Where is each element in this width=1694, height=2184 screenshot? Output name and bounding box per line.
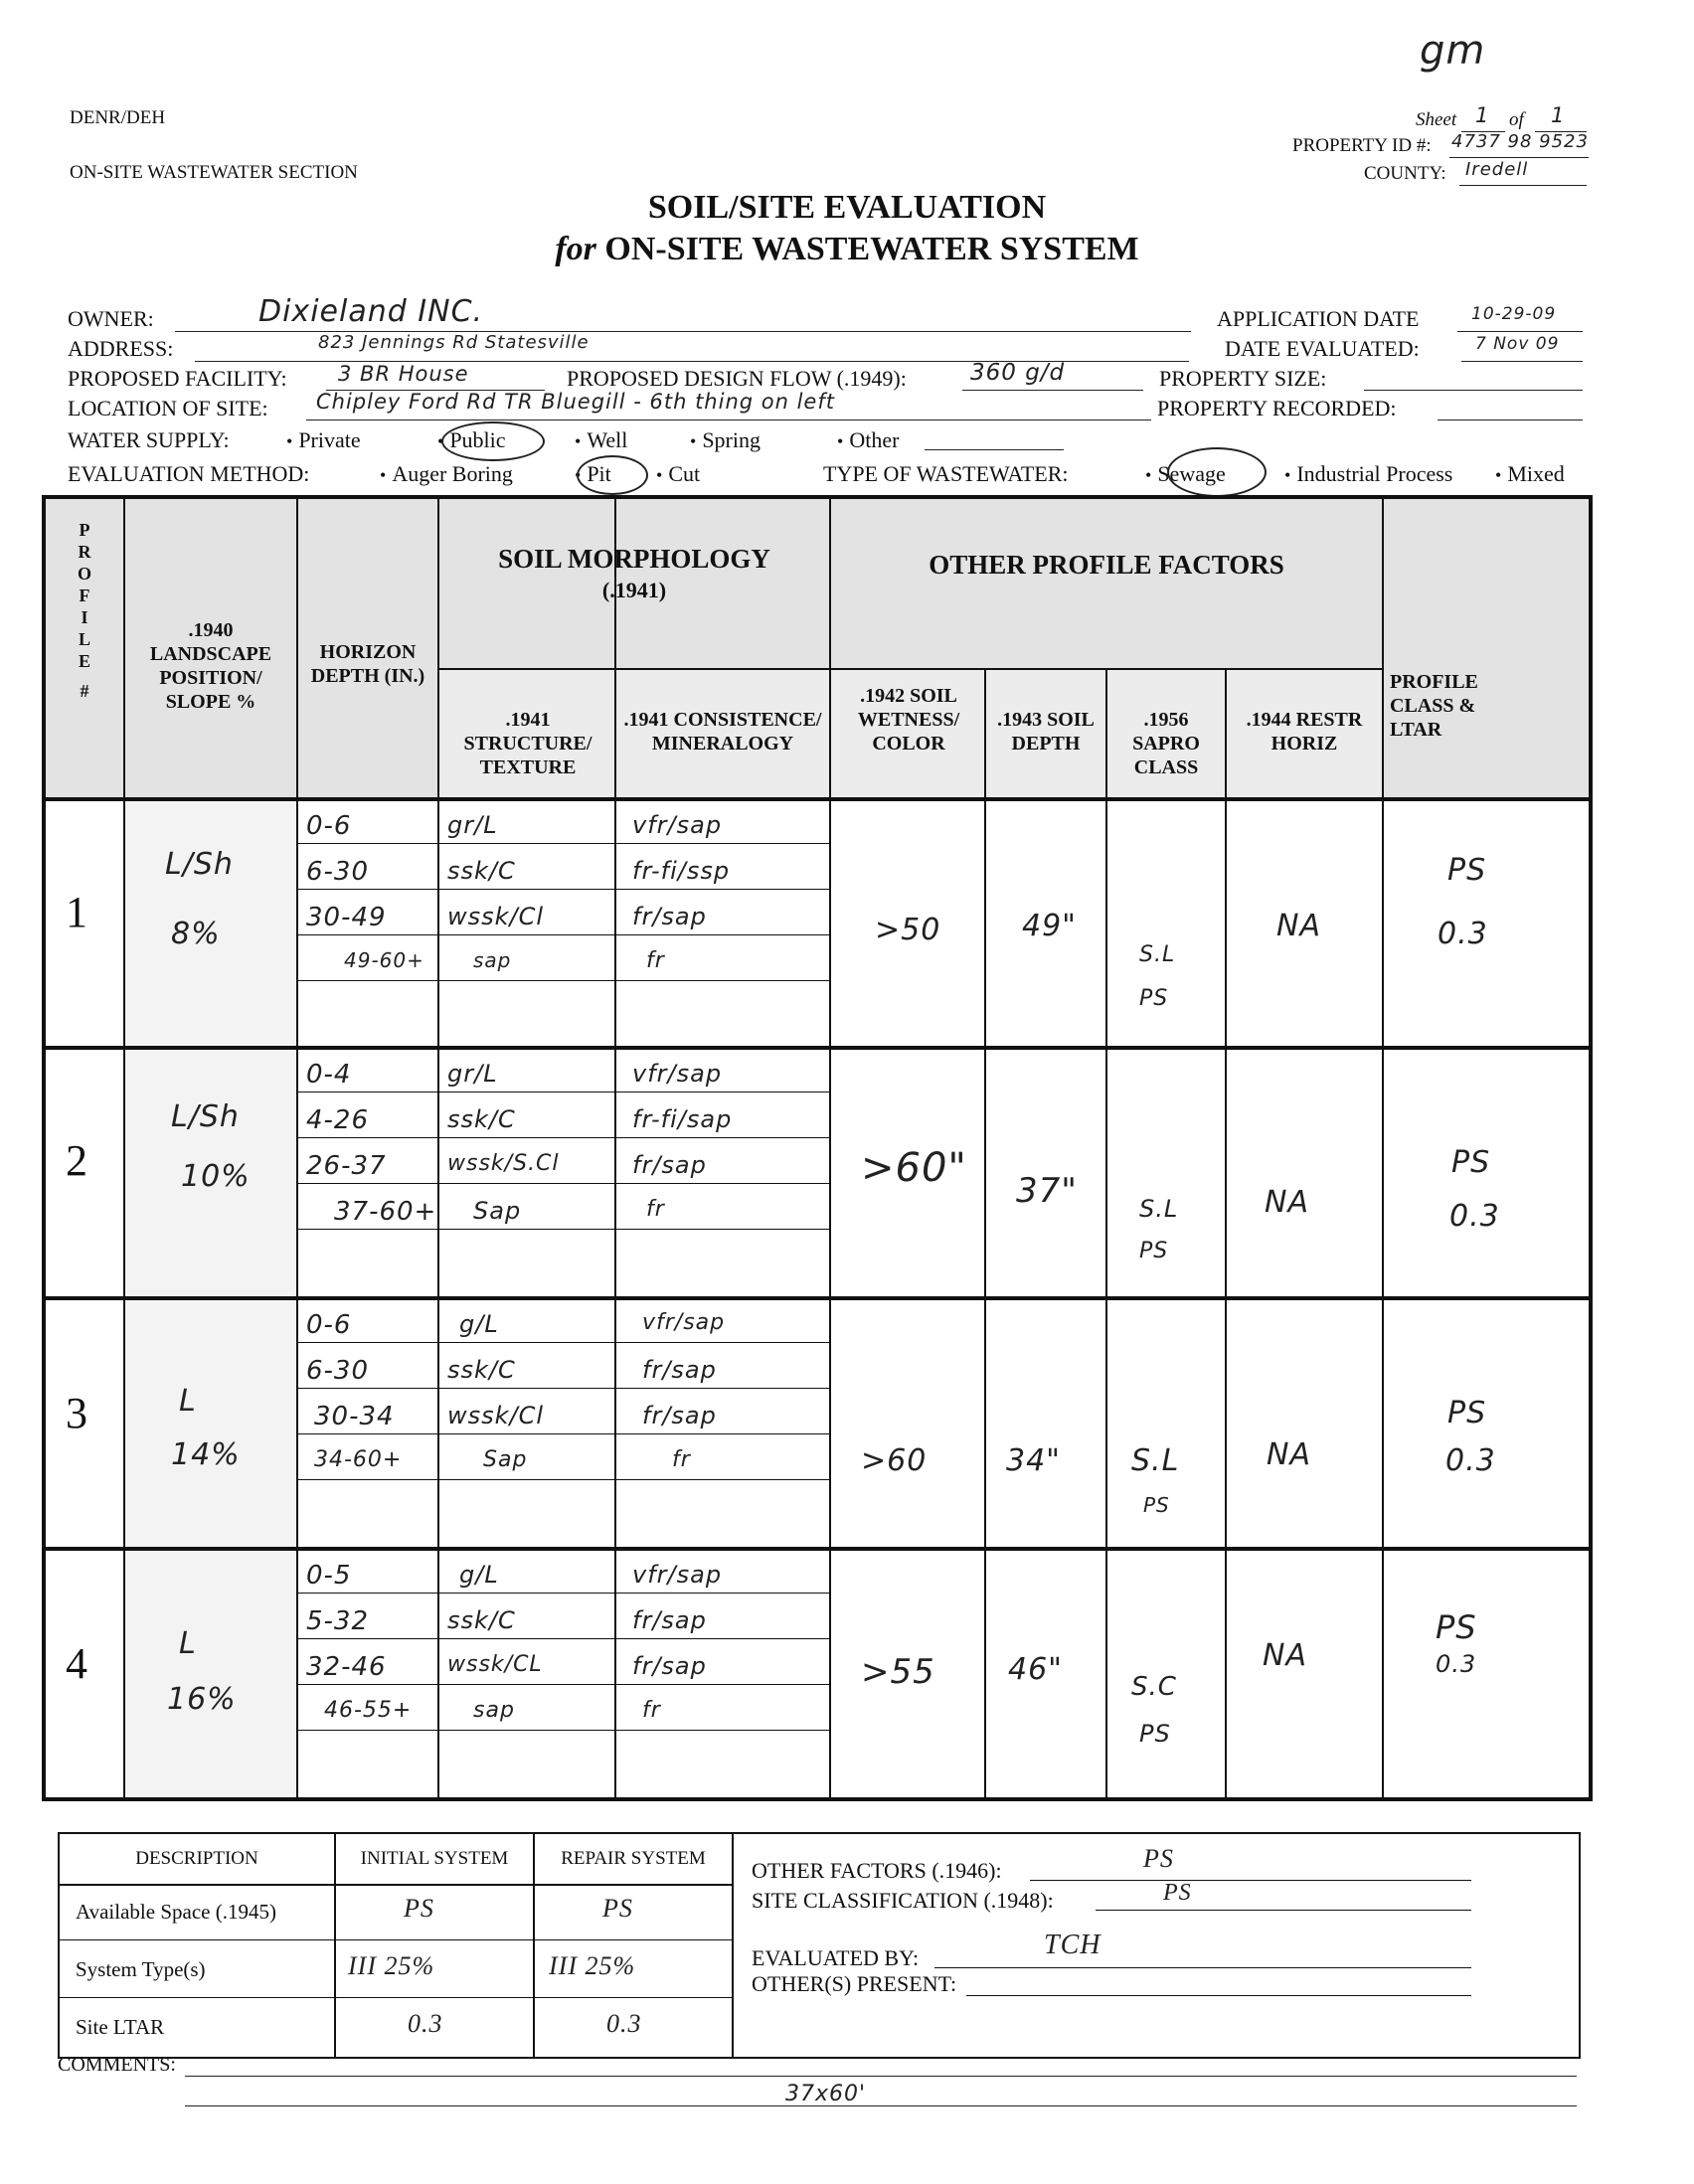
ltar-value: 0.3	[1445, 1443, 1496, 1478]
eval-auger-option[interactable]: • Auger Boring	[380, 461, 513, 486]
structure-texture: ssk/C	[447, 1606, 516, 1634]
landscape-header: .1940 LANDSCAPE POSITION/ SLOPE %	[149, 619, 272, 713]
site-ltar-repair: 0.3	[606, 2009, 642, 2038]
available-space-repair: PS	[602, 1894, 633, 1923]
sewage-circle	[1167, 447, 1267, 497]
location-value: Chipley Ford Rd TR Bluegill - 6th thing on left	[316, 390, 835, 414]
sapro-class: PS	[1143, 1493, 1170, 1517]
owner-value: Dixieland INC.	[258, 294, 484, 329]
available-space-label: Available Space (.1945)	[76, 1900, 276, 1924]
horizon-depth: 30-49	[306, 903, 387, 932]
structure-texture: ssk/C	[447, 1105, 516, 1133]
structure-texture: wssk/S.Cl	[447, 1151, 560, 1176]
soil-depth-header: .1943 SOIL DEPTH	[997, 709, 1095, 755]
wastewater-label: TYPE OF WASTEWATER:	[823, 461, 1069, 486]
horizon-depth: 0-6	[306, 811, 352, 841]
profile-class-header: PROFILE CLASS & LTAR	[1390, 671, 1478, 741]
date-evaluated-label: DATE EVALUATED:	[1225, 336, 1420, 361]
system-type-label: System Type(s)	[76, 1957, 206, 1981]
county-value: Iredell	[1465, 159, 1529, 180]
site-ltar-label: Site LTAR	[76, 2015, 165, 2039]
sapro-header: .1956 SAPRO CLASS	[1132, 709, 1200, 778]
profile-number: 1	[66, 888, 87, 936]
soil-wetness: >50	[875, 913, 941, 947]
profile-number: 3	[66, 1389, 87, 1437]
structure-texture: wssk/Cl	[447, 1402, 545, 1429]
system-type-repair: III 25%	[549, 1951, 636, 1980]
horizon-depth: 26-37	[306, 1151, 387, 1181]
water-private-option[interactable]: • Private	[286, 427, 361, 452]
structure-texture: wssk/Cl	[447, 903, 545, 930]
consistence-mineralogy: vfr/sap	[642, 1310, 726, 1335]
other-factors-value: PS	[1143, 1844, 1174, 1873]
wastewater-mixed-option[interactable]: • Mixed	[1495, 461, 1565, 486]
site-ltar-initial: 0.3	[408, 2009, 443, 2038]
property-id: 4737 98 9523	[1451, 131, 1589, 152]
ltar-value: 0.3	[1436, 1650, 1477, 1678]
consistence-header: .1941 CONSISTENCE/ MINERALOGY	[623, 709, 822, 755]
county-label: COUNTY:	[1364, 163, 1446, 184]
soil-wetness: >55	[861, 1652, 935, 1692]
initials-mark: gm	[1420, 28, 1486, 74]
structure-texture: g/L	[459, 1310, 499, 1338]
landscape-position: L/Sh	[165, 847, 234, 882]
sapro-class: PS	[1139, 1720, 1171, 1748]
eval-pit-option[interactable]: • Pit	[575, 461, 611, 486]
horizon-depth: 46-55+	[324, 1698, 413, 1723]
profile-header: P R O F I L E #	[77, 520, 91, 701]
sheet-label: Sheet	[1416, 109, 1457, 130]
available-space-initial: PS	[404, 1894, 434, 1923]
description-header: DESCRIPTION	[135, 1848, 258, 1869]
consistence-mineralogy: fr	[646, 948, 665, 973]
profile-class: PS	[1447, 1396, 1487, 1430]
form-subtitle: for ON-SITE WASTEWATER SYSTEM	[555, 231, 1139, 267]
horizon-depth: 6-30	[306, 1356, 370, 1386]
structure-texture: ssk/C	[447, 1356, 516, 1384]
soil-wetness: >60"	[861, 1145, 967, 1191]
slope-percent: 14%	[171, 1437, 241, 1472]
property-id-label: PROPERTY ID #:	[1292, 135, 1432, 156]
system-type-initial: III 25%	[348, 1951, 435, 1980]
location-label: LOCATION OF SITE:	[68, 396, 268, 420]
eval-method-label: EVALUATION METHOD:	[68, 461, 310, 486]
slope-percent: 8%	[171, 917, 221, 951]
slope-percent: 16%	[167, 1682, 237, 1717]
horizon-depth: 0-6	[306, 1310, 352, 1340]
horizon-depth: 4-26	[306, 1105, 370, 1135]
sapro-class: S.C	[1131, 1672, 1177, 1702]
water-well-option[interactable]: • Well	[575, 427, 628, 452]
horizon-depth: 32-46	[306, 1652, 387, 1682]
consistence-mineralogy: vfr/sap	[632, 811, 723, 839]
soil-depth: 46"	[1008, 1652, 1063, 1687]
soil-depth: 37"	[1016, 1171, 1078, 1211]
of-label: of	[1509, 109, 1524, 130]
ltar-value: 0.3	[1449, 1199, 1500, 1234]
initial-system-header: INITIAL SYSTEM	[360, 1848, 509, 1869]
sapro-class: S.L	[1131, 1443, 1180, 1478]
agency-label: DENR/DEH	[70, 107, 166, 128]
horizon-depth: 37-60+	[334, 1197, 437, 1227]
water-supply-label: WATER SUPPLY:	[68, 427, 230, 452]
pit-circle	[577, 455, 648, 495]
soil-profile-table	[42, 495, 1593, 1801]
water-spring-option[interactable]: • Spring	[690, 427, 761, 452]
consistence-mineralogy: fr	[642, 1698, 661, 1723]
evaluated-by-value: TCH	[1044, 1930, 1101, 1960]
form-title: SOIL/SITE EVALUATION	[647, 189, 1047, 226]
property-recorded-label: PROPERTY RECORDED:	[1157, 396, 1397, 420]
restrictive-horizon: NA	[1265, 1185, 1309, 1220]
landscape-position: L	[179, 1626, 197, 1661]
address-label: ADDRESS:	[68, 336, 174, 361]
horizon-depth: 5-32	[306, 1606, 370, 1636]
structure-texture: gr/L	[447, 1060, 498, 1088]
profile-class: PS	[1447, 853, 1487, 888]
wastewater-industrial-option[interactable]: • Industrial Process	[1284, 461, 1453, 486]
structure-texture: Sap	[473, 1197, 522, 1225]
soil-morphology-header: SOIL MORPHOLOGY	[498, 544, 770, 574]
repair-system-header: REPAIR SYSTEM	[561, 1848, 706, 1869]
consistence-mineralogy: fr-fi/ssp	[632, 857, 731, 885]
horizon-depth: 30-34	[314, 1402, 395, 1431]
restrictive-horizon: NA	[1267, 1437, 1311, 1472]
profile-class: PS	[1436, 1608, 1477, 1646]
structure-texture: wssk/CL	[447, 1652, 543, 1677]
consistence-mineralogy: fr/sap	[632, 903, 707, 930]
consistence-mineralogy: fr/sap	[642, 1402, 717, 1429]
others-present-label: OTHER(S) PRESENT:	[752, 1971, 957, 1996]
sapro-class: S.L	[1139, 1195, 1179, 1223]
consistence-mineralogy: fr-fi/sap	[632, 1105, 733, 1133]
profile-class: PS	[1451, 1145, 1491, 1180]
consistence-mineralogy: fr/sap	[632, 1652, 707, 1680]
system-summary-table	[58, 1832, 1581, 2059]
structure-texture: sap	[473, 1698, 515, 1723]
wetness-header: .1942 SOIL WETNESS/ COLOR	[857, 685, 960, 755]
section-label: ON-SITE WASTEWATER SECTION	[70, 162, 358, 183]
soil-wetness: >60	[861, 1443, 928, 1478]
site-classification-label: SITE CLASSIFICATION (.1948):	[752, 1888, 1054, 1913]
horizon-depth: 49-60+	[344, 948, 424, 972]
ltar-value: 0.3	[1438, 917, 1488, 951]
horizon-depth: 34-60+	[314, 1447, 403, 1472]
design-flow-label: PROPOSED DESIGN FLOW (.1949):	[567, 366, 907, 391]
sheet-number: 1	[1475, 103, 1490, 127]
horizon-depth: 0-5	[306, 1561, 352, 1591]
slope-percent: 10%	[181, 1159, 251, 1194]
structure-texture: sap	[473, 948, 512, 972]
water-other-option[interactable]: • Other	[837, 427, 900, 452]
profile-number: 4	[66, 1639, 87, 1688]
structure-texture: g/L	[459, 1561, 499, 1589]
structure-texture: gr/L	[447, 811, 498, 839]
landscape-position: L/Sh	[171, 1099, 240, 1134]
consistence-mineralogy: fr/sap	[642, 1356, 717, 1384]
public-circle	[441, 421, 545, 461]
restr-header: .1944 RESTR HORIZ	[1246, 709, 1363, 755]
wastewater-sewage-option[interactable]: • Sewage	[1145, 461, 1226, 486]
consistence-mineralogy: fr	[672, 1447, 691, 1472]
sapro-class: PS	[1139, 986, 1169, 1011]
soil-morphology-code: (.1941)	[601, 578, 667, 602]
owner-label: OWNER:	[68, 306, 154, 331]
consistence-mineralogy: vfr/sap	[632, 1060, 723, 1088]
eval-cut-option[interactable]: • Cut	[656, 461, 701, 486]
soil-depth: 49"	[1022, 909, 1077, 943]
comments-label: COMMENTS:	[58, 2054, 176, 2076]
facility-label: PROPOSED FACILITY:	[68, 366, 287, 391]
application-date: 10-29-09	[1471, 304, 1557, 324]
consistence-mineralogy: fr/sap	[632, 1151, 707, 1179]
comments-value: 37x60'	[785, 2082, 867, 2106]
consistence-mineralogy: fr/sap	[632, 1606, 707, 1634]
landscape-position: L	[179, 1384, 197, 1419]
facility-value: 3 BR House	[338, 362, 469, 386]
horizon-depth: 6-30	[306, 857, 370, 887]
property-size-label: PROPERTY SIZE:	[1159, 366, 1327, 391]
design-flow-value: 360 g/d	[970, 360, 1066, 386]
structure-texture: Sap	[483, 1447, 528, 1472]
other-factors-label: OTHER FACTORS (.1946):	[752, 1858, 1002, 1883]
address-value: 823 Jennings Rd Statesville	[318, 332, 590, 353]
other-factors-header: OTHER PROFILE FACTORS	[929, 550, 1284, 580]
site-classification-value: PS	[1163, 1880, 1192, 1906]
sapro-class: PS	[1139, 1239, 1169, 1263]
date-evaluated: 7 Nov 09	[1475, 334, 1560, 354]
sheet-total: 1	[1551, 103, 1566, 127]
profile-number: 2	[66, 1136, 87, 1185]
consistence-mineralogy: vfr/sap	[632, 1561, 723, 1589]
restrictive-horizon: NA	[1276, 909, 1321, 943]
structure-header: .1941 STRUCTURE/ TEXTURE	[463, 709, 593, 778]
restrictive-horizon: NA	[1263, 1638, 1307, 1673]
consistence-mineralogy: fr	[646, 1197, 665, 1222]
evaluated-by-label: EVALUATED BY:	[752, 1945, 920, 1970]
application-date-label: APPLICATION DATE	[1217, 306, 1420, 331]
water-public-option[interactable]: • Public	[437, 427, 506, 452]
horizon-depth: 0-4	[306, 1060, 352, 1090]
sapro-class: S.L	[1139, 942, 1176, 967]
horizon-header: HORIZON DEPTH (IN.)	[310, 641, 425, 687]
structure-texture: ssk/C	[447, 857, 516, 885]
soil-depth: 34"	[1006, 1443, 1061, 1478]
